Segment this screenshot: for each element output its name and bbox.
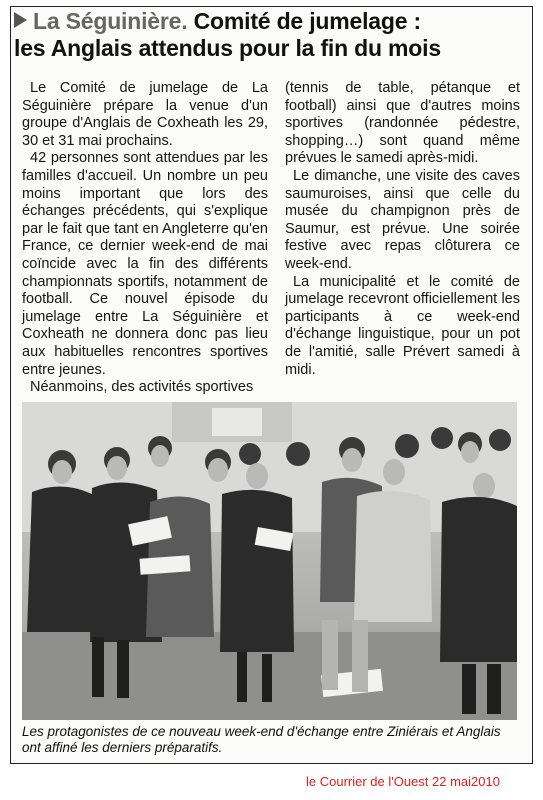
group-photo — [22, 402, 517, 720]
article-column-left — [22, 80, 268, 397]
paragraph: (tennis de table, pétanque et football) ainsi que d'autres moins sportives (randonnée pédestre, shopping…) sont quand même prévues le samedi après-midi. — [285, 80, 520, 167]
paragraph: Le Comité de jumelage de La Séguinière prépare la venue d'un groupe d'Anglais de Coxheath les 29, 30 et 31 mai prochains. — [22, 80, 268, 149]
arrow-icon — [14, 12, 27, 28]
paragraph: 42 personnes sont attendues par les familles d'accueil. Un nombre un peu moins important que lors des échanges précédents, qui s'explique par le fait que tant en Angleterre qu'en France, ce dernier week-end de mai coïncide avec la fin des différents championnats sportifs, notamment de football. Ce nouvel épisode du jumelage entre La Séguinière et Coxheath ne donnera donc pas lieu aux habituelles rencontres sportives entre jeunes. — [22, 150, 268, 378]
paragraph: La municipalité et le comité de jumelage recevront officiellement les participants à ce week-end d'échange linguistique, pour un pot de l'amitié, salle Prévert samedi à midi. — [285, 273, 520, 378]
paragraph: Le dimanche, une visite des caves saumuroises, ainsi que celle du musée du champignon près de Saumur, est prévue. Une soirée festive avec repas clôturera ce week-end. — [285, 167, 520, 272]
headline-title-line2: les Anglais attendus pour la fin du mois — [14, 35, 441, 61]
headline-locality: La Séguinière. — [33, 8, 188, 34]
article-column-right — [285, 80, 520, 379]
headline-title-line1: Comité de jumelage : — [193, 8, 421, 34]
group-photo-illustration — [22, 402, 517, 720]
paragraph: Néanmoins, des activités sportives — [30, 379, 254, 396]
source-credit: le Courrier de l'Ouest 22 mai2010 — [306, 774, 500, 789]
article-headline — [14, 8, 514, 62]
photo-caption: Les protagonistes de ce nouveau week-end d'échange entre Ziniérais et Anglais ont affiné les derniers préparatifs. — [22, 724, 501, 755]
